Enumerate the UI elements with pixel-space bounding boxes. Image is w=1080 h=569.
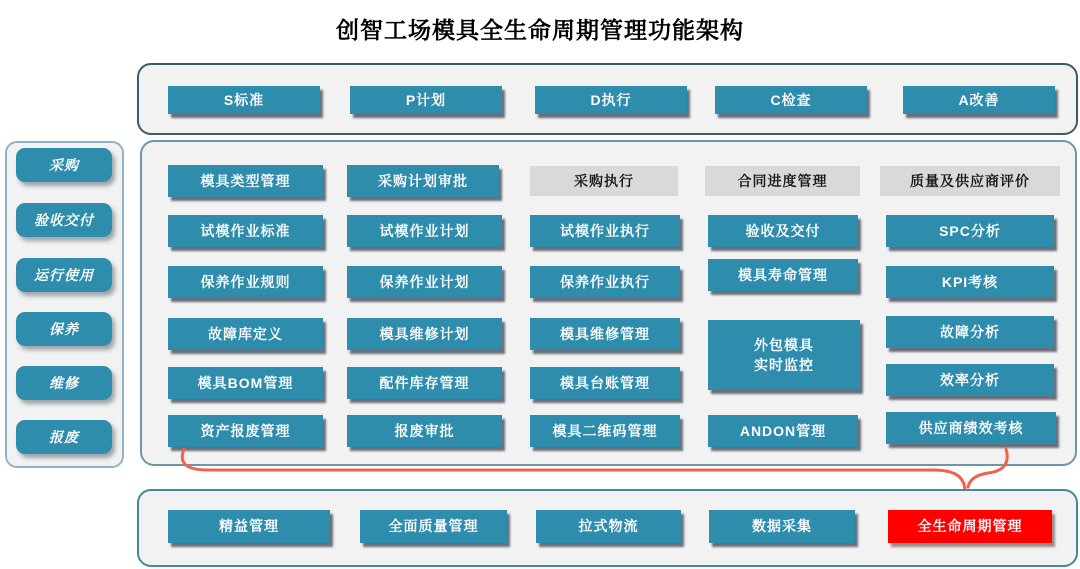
foundation-data-collection: 数据采集	[709, 510, 855, 543]
outsourced-monitor-line1: 外包模具	[754, 336, 814, 353]
module-button: 验收及交付	[708, 215, 858, 247]
stage-scrap: 报废	[16, 420, 112, 454]
pdca-button-standard: S标准	[168, 86, 320, 114]
module-button: 故障库定义	[168, 318, 323, 350]
module-button: 保养作业执行	[530, 266, 680, 298]
outsourced-monitor-line2: 实时监控	[754, 357, 814, 373]
module-button: 模具维修计划	[347, 318, 502, 350]
module-button: 配件库存管理	[347, 367, 502, 399]
module-button: 采购计划审批	[347, 165, 499, 197]
module-button: 试模作业标准	[168, 215, 323, 247]
foundation-pull-logistics: 拉式物流	[536, 510, 681, 543]
module-button: KPI考核	[886, 266, 1054, 298]
module-button: 采购执行	[530, 166, 678, 196]
module-button: 质量及供应商评价	[880, 166, 1060, 196]
pdca-button-do: D执行	[535, 86, 687, 114]
pdca-button-act: A改善	[903, 86, 1055, 114]
stage-operation-use: 运行使用	[16, 258, 112, 292]
module-button: ANDON管理	[708, 415, 858, 447]
module-button: 合同进度管理	[705, 166, 860, 196]
stage-acceptance-delivery: 验收交付	[16, 203, 112, 237]
module-button: 试模作业计划	[347, 215, 502, 247]
module-button: 效率分析	[886, 364, 1054, 396]
module-button: 保养作业计划	[347, 266, 502, 298]
module-button: 模具二维码管理	[530, 415, 680, 447]
pdca-button-plan: P计划	[350, 86, 502, 114]
module-button: 保养作业规则	[168, 266, 323, 298]
module-button: 模具维修管理	[530, 318, 680, 350]
module-button: 模具寿命管理	[708, 259, 858, 291]
module-button: SPC分析	[886, 215, 1054, 247]
stage-maintenance: 保养	[16, 312, 112, 346]
module-button: 资产报废管理	[168, 415, 323, 447]
page-title: 创智工场模具全生命周期管理功能架构	[336, 17, 744, 43]
module-button: 模具BOM管理	[168, 367, 323, 399]
module-button: 供应商绩效考核	[886, 412, 1056, 444]
foundation-lean-management: 精益管理	[168, 510, 330, 543]
module-button: 报废审批	[347, 415, 502, 447]
foundation-full-lifecycle-management: 全生命周期管理	[888, 510, 1052, 543]
module-button: 故障分析	[886, 316, 1054, 348]
pdca-button-check: C检查	[715, 86, 867, 114]
module-button: 试模作业执行	[530, 215, 680, 247]
stage-procurement: 采购	[16, 148, 112, 182]
module-button-outsourced-monitor	[708, 320, 860, 390]
stage-repair: 维修	[16, 366, 112, 400]
module-button: 模具类型管理	[168, 165, 323, 197]
module-button: 模具台账管理	[530, 367, 680, 399]
foundation-total-quality: 全面质量管理	[360, 510, 507, 543]
lifecycle-stage-band	[5, 141, 124, 468]
